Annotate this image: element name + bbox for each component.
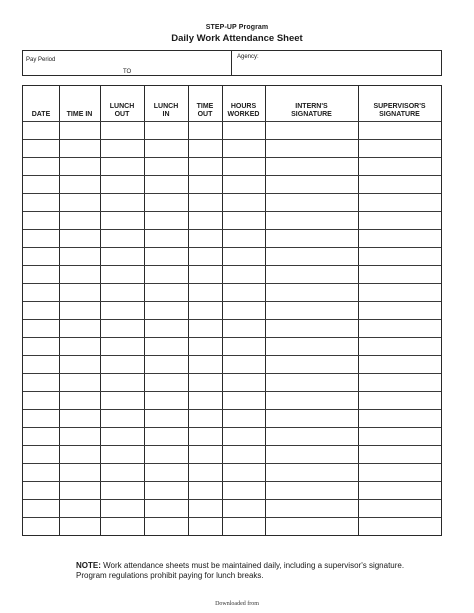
row-divider — [23, 139, 441, 140]
footer-text: Downloaded from — [215, 601, 259, 607]
column-header-supervisors-signature: SUPERVISOR'S SIGNATURE — [373, 102, 426, 118]
column-header-lunch-out: LUNCH OUT — [109, 102, 135, 118]
column-divider — [265, 86, 266, 535]
column-header-hours-worked: HOURS WORKED — [227, 102, 260, 118]
column-divider — [188, 86, 189, 535]
note-label: NOTE: — [76, 561, 101, 570]
header-box — [22, 50, 442, 76]
agency-label: Agency: — [237, 54, 259, 60]
row-divider — [23, 373, 441, 374]
pay-period-label: Pay Period — [26, 57, 56, 63]
pay-period-start-line — [26, 75, 121, 76]
pay-period-end-line — [133, 75, 228, 76]
row-divider — [23, 463, 441, 464]
row-divider — [23, 319, 441, 320]
row-divider — [23, 391, 441, 392]
row-divider — [23, 427, 441, 428]
attendance-table — [22, 85, 442, 536]
column-header-date: DATE — [31, 110, 51, 118]
column-header-time-in: TIME IN — [66, 110, 93, 118]
column-divider — [100, 86, 101, 535]
row-divider — [23, 409, 441, 410]
row-divider — [23, 445, 441, 446]
header-divider — [231, 51, 232, 75]
column-header-time-out: TIME OUT — [196, 102, 214, 118]
row-divider — [23, 175, 441, 176]
row-divider — [23, 211, 441, 212]
note — [76, 561, 406, 580]
sheet-title: Daily Work Attendance Sheet — [171, 33, 303, 44]
row-divider — [23, 229, 441, 230]
column-divider — [144, 86, 145, 535]
header-row-divider — [23, 121, 441, 122]
row-divider — [23, 301, 441, 302]
column-divider — [358, 86, 359, 535]
note-text: Work attendance sheets must be maintained daily, including a supervisor's signature. Program regulations prohibit paying for lunch breaks. — [76, 561, 405, 580]
program-title: STEP-UP Program — [205, 24, 269, 31]
row-divider — [23, 193, 441, 194]
row-divider — [23, 517, 441, 518]
column-header-interns-signature: INTERN'S SIGNATURE — [291, 102, 332, 118]
row-divider — [23, 247, 441, 248]
row-divider — [23, 337, 441, 338]
row-divider — [23, 481, 441, 482]
row-divider — [23, 499, 441, 500]
row-divider — [23, 265, 441, 266]
column-header-lunch-in: LUNCH IN — [153, 102, 179, 118]
row-divider — [23, 157, 441, 158]
row-divider — [23, 355, 441, 356]
column-divider — [59, 86, 60, 535]
column-divider — [222, 86, 223, 535]
to-label: TO — [123, 69, 132, 75]
row-divider — [23, 283, 441, 284]
